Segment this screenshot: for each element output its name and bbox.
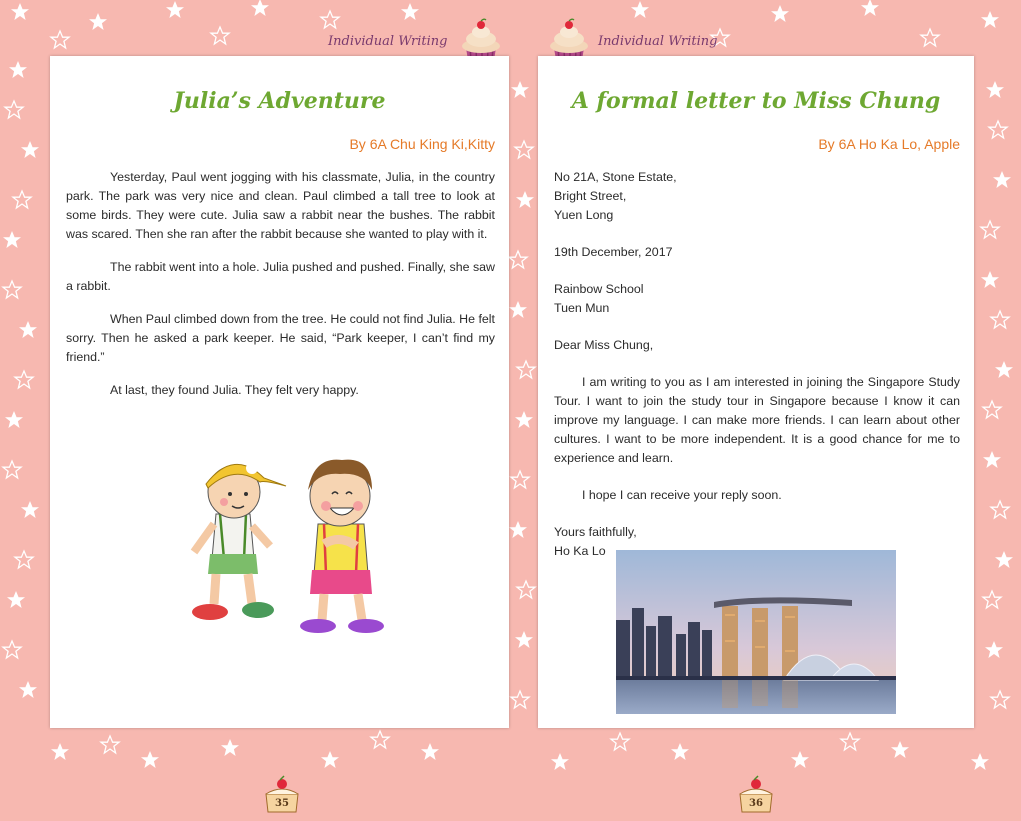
letter-byline: By 6A Ho Ka Lo, Apple: [818, 136, 960, 152]
story-body: [66, 168, 495, 414]
cake-slice-icon: [734, 772, 778, 816]
letter-paragraph: I am writing to you as I am interested in joining the Singapore Study Tour. I want to join the study tour in Singapore because I know it can improve my language. I can make more friends. I can learn about other cultures. I want to be more independent. It is a good chance for me to experience and learn.: [554, 375, 960, 465]
cake-slice-icon: [260, 772, 304, 816]
address-line: Bright Street,: [554, 189, 627, 203]
page-number: 35: [275, 798, 289, 809]
salutation: Dear Miss Chung,: [554, 338, 654, 352]
page-number: 36: [749, 798, 763, 809]
letter-paragraph: I hope I can receive your reply soon.: [582, 488, 782, 502]
story-paragraph: Yesterday, Paul went jogging with his classmate, Julia, in the country park. The park was very nice and clean. Paul climbed a tall tree to look at some birds. They were cute. Julia saw a rabbit near the bushes. The rabbit was scared. Then she ran after the rabbit because she wanted to play with it.: [66, 170, 495, 241]
right-page: [538, 56, 974, 809]
address-line: Yuen Long: [554, 208, 614, 222]
signature: Ho Ka Lo: [554, 544, 606, 558]
kids-illustration: [168, 434, 398, 634]
right-section-header: Individual Writing: [598, 34, 718, 49]
closing: Yours faithfully,: [554, 525, 637, 539]
page-number-badge: [734, 772, 778, 816]
left-section-header: Individual Writing: [328, 34, 448, 49]
story-paragraph: At last, they found Julia. They felt very happy.: [110, 383, 359, 397]
address-line: No 21A, Stone Estate,: [554, 170, 677, 184]
recipient-line: Tuen Mun: [554, 301, 610, 315]
story-byline: By 6A Chu King Ki,Kitty: [349, 136, 495, 152]
singapore-skyline-photo: [616, 550, 896, 714]
letter-title: A formal letter to Miss Chung: [571, 88, 941, 114]
story-paragraph: When Paul climbed down from the tree. He could not find Julia. He felt sorry. Then he asked a park keeper. He said, “Park keeper, I can’t find my friend.”: [66, 312, 495, 364]
left-page: [50, 56, 509, 809]
story-paragraph: The rabbit went into a hole. Julia pushed and pushed. Finally, she saw a rabbit.: [66, 260, 495, 293]
recipient-line: Rainbow School: [554, 282, 644, 296]
page-number-badge: [260, 772, 304, 816]
letter-body: [554, 168, 960, 561]
story-title: Julia’s Adventure: [173, 88, 386, 114]
letter-date: 19th December, 2017: [554, 245, 673, 259]
